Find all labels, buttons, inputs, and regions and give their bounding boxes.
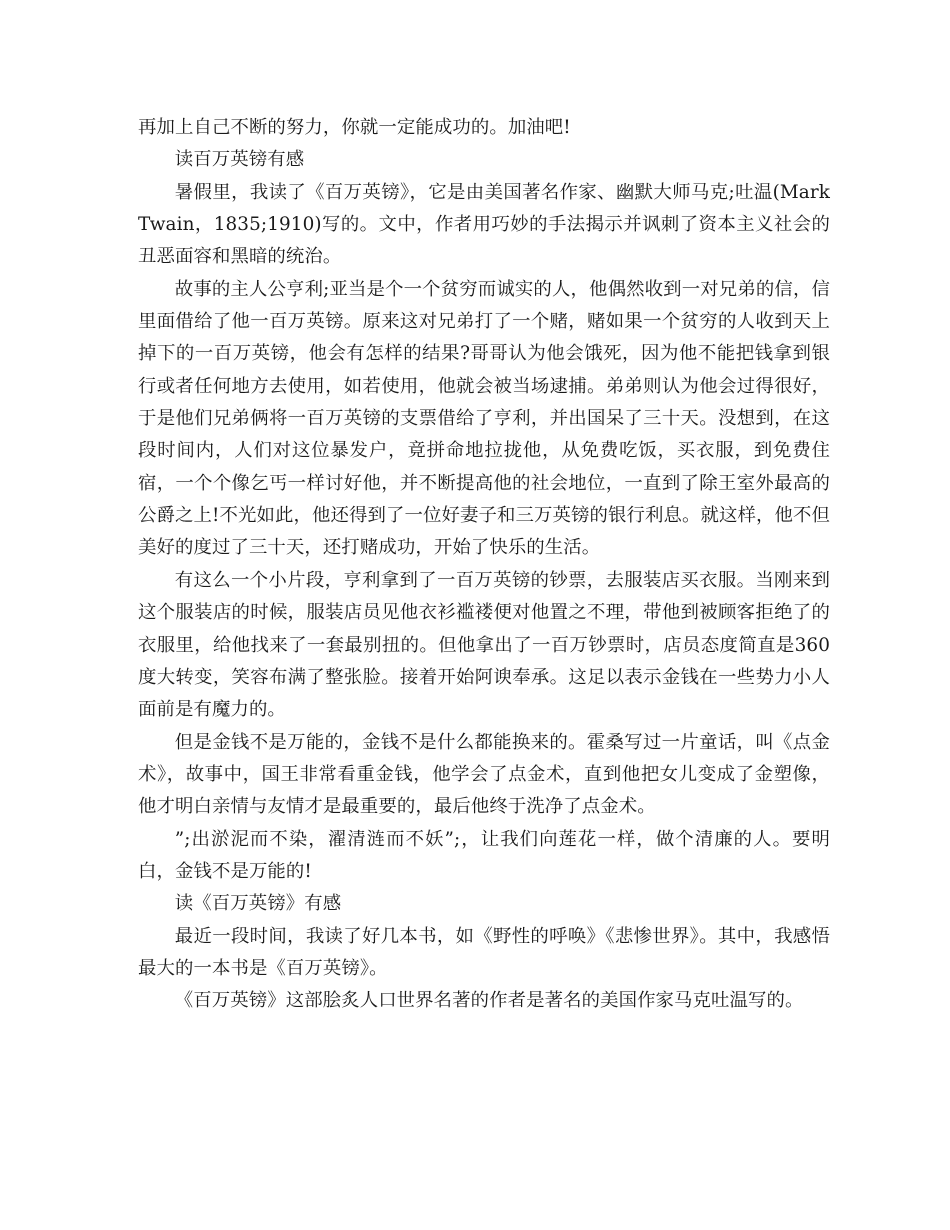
paragraph: 最近一段时间，我读了好几本书，如《野性的呼唤》《悲惨世界》。其中，我感悟最大的一本书是《百万英镑》。 (138, 925, 830, 979)
section-title: 读《百万英镑》有感 (174, 893, 342, 915)
paragraph: ”;出淤泥而不染，濯清涟而不妖”;，让我们向莲花一样，做个清廉的人。要明白，金钱不是万能的! (138, 828, 830, 882)
paragraph: 故事的主人公亨利;亚当是个一个贫穷而诚实的人，他偶然收到一对兄弟的信，信里面借给了他一百万英镑。原来这对兄弟打了一个赌，赌如果一个贫穷的人收到天上掉下的一百万英镑，他会有怎样的结果?哥哥认为他会饿死，因为他不能把钱拿到银行或者任何地方去使用，如若使用，他就会被当场逮捕。弟弟则认为他会过得很好，于是他们兄弟俩将一百万英镑的支票借给了亨利，并出国呆了三十天。没想到，在这段时间内，人们对这位暴发户，竟拼命地拉拢他，从免费吃饭，买衣服，到免费住宿，一个个像乞丐一样讨好他，并不断提高他的社会地位，一直到了除王室外最高的公爵之上!不光如此，他还得到了一位好妻子和三万英镑的银行利息。就这样，他不但美好的度过了三十天，还打赌成功，开始了快乐的生活。 (138, 278, 830, 559)
paragraph: 暑假里，我读了《百万英镑》，它是由美国著名作家、幽默大师马克;吐温(Mark Twain，1835;1910)写的。文中，作者用巧妙的手法揭示并讽刺了资本主义社会的丑恶面容和黑暗的统治。 (138, 181, 830, 268)
section-title: 读百万英镑有感 (174, 149, 305, 171)
document-body (138, 112, 830, 1018)
paragraph-continuation: 再加上自己不断的努力，你就一定能成功的。加油吧! (138, 117, 571, 138)
paragraph: 有这么一个小片段，亨利拿到了一百万英镑的钞票，去服装店买衣服。当刚来到这个服装店的时候，服装店员见他衣衫褴褛便对他置之不理，带他到被顾客拒绝了的衣服里，给他找来了一套最别扭的。但他拿出了一百万钞票时，店员态度简直是360度大转变，笑容布满了整张脸。接着开始阿谀奉承。这足以表示金钱在一些势力小人面前是有魔力的。 (138, 569, 830, 721)
paragraph: 《百万英镑》这部脍炙人口世界名著的作者是著名的美国作家马克吐温写的。 (174, 990, 804, 1012)
paragraph: 但是金钱不是万能的，金钱不是什么都能换来的。霍桑写过一片童话，叫《点金术》，故事中，国王非常看重金钱，他学会了点金术，直到他把女儿变成了金塑像，他才明白亲情与友情才是最重要的，最后他终于洗净了点金术。 (138, 731, 830, 818)
